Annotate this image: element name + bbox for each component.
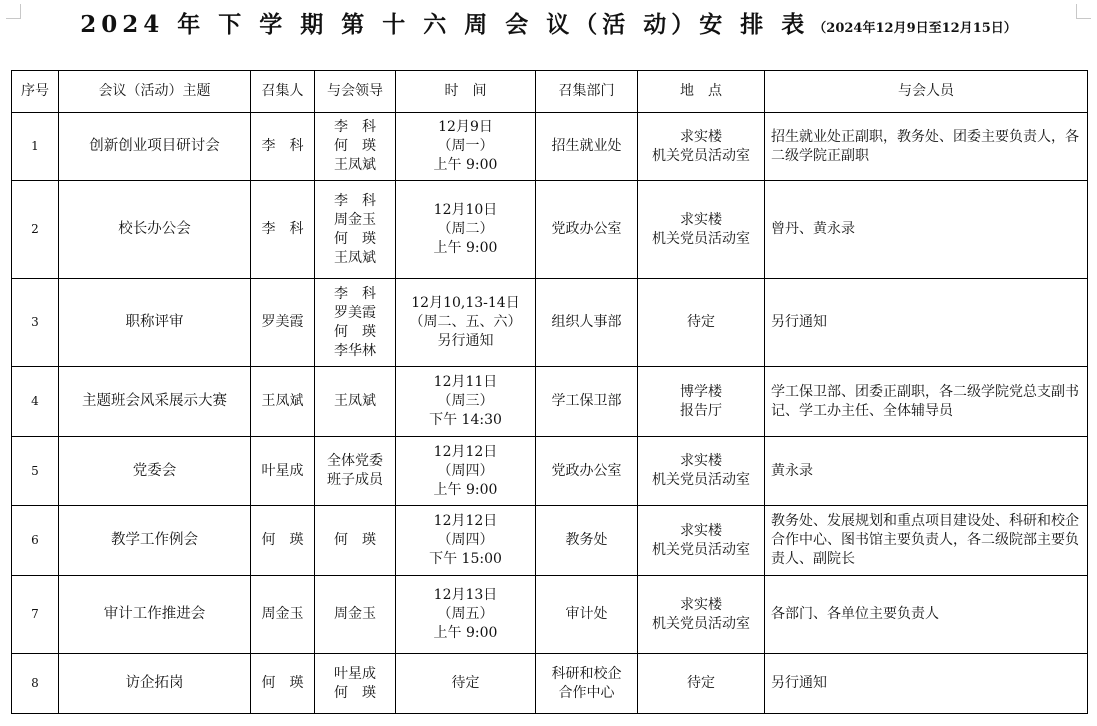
cell-leaders: 李 科 罗美霞 何 瑛 李华林 [315,279,396,367]
cell-location: 求实楼 机关党员活动室 [638,576,765,654]
cell-seq: 3 [12,279,59,367]
header-leaders: 与会领导 [315,71,396,113]
cell-time: 12月9日 （周一） 上午 9:00 [396,113,536,181]
cell-convener: 罗美霞 [251,279,315,367]
cell-attendees: 各部门、各单位主要负责人 [765,576,1088,654]
header-dept: 召集部门 [536,71,638,113]
cell-attendees: 曾丹、黄永录 [765,181,1088,279]
cell-time: 12月12日 （周四） 下午 15:00 [396,506,536,576]
cell-leaders: 李 科 何 瑛 王凤斌 [315,113,396,181]
cell-topic: 职称评审 [59,279,251,367]
cell-attendees: 黄永录 [765,437,1088,506]
cell-seq: 1 [12,113,59,181]
table-row [12,654,1088,714]
cell-attendees: 另行通知 [765,654,1088,714]
table-row [12,367,1088,437]
cell-convener: 叶星成 [251,437,315,506]
cell-topic: 校长办公会 [59,181,251,279]
cell-topic: 访企拓岗 [59,654,251,714]
cell-dept: 党政办公室 [536,181,638,279]
cell-location: 待定 [638,654,765,714]
cell-seq: 5 [12,437,59,506]
header-location: 地 点 [638,71,765,113]
table-row [12,279,1088,367]
cell-convener: 周金玉 [251,576,315,654]
cell-attendees: 另行通知 [765,279,1088,367]
cell-topic: 主题班会风采展示大赛 [59,367,251,437]
cell-time: 12月10,13-14日 （周二、五、六） 另行通知 [396,279,536,367]
cell-time: 12月13日 （周五） 上午 9:00 [396,576,536,654]
cell-convener: 李 科 [251,181,315,279]
cell-convener: 何 瑛 [251,506,315,576]
cell-seq: 2 [12,181,59,279]
table-row [12,181,1088,279]
cell-leaders: 叶星成 何 瑛 [315,654,396,714]
cell-leaders: 王凤斌 [315,367,396,437]
cell-seq: 6 [12,506,59,576]
cell-seq: 8 [12,654,59,714]
cell-dept: 招生就业处 [536,113,638,181]
cell-time: 12月10日 （周二） 上午 9:00 [396,181,536,279]
table-row [12,113,1088,181]
cell-time: 待定 [396,654,536,714]
header-seq: 序号 [12,71,59,113]
cell-dept: 学工保卫部 [536,367,638,437]
schedule-table [11,70,1088,714]
cell-leaders: 何 瑛 [315,506,396,576]
cell-location: 求实楼 机关党员活动室 [638,181,765,279]
table-row [12,576,1088,654]
header-convener: 召集人 [251,71,315,113]
cell-location: 待定 [638,279,765,367]
header-time: 时 间 [396,71,536,113]
title-row [0,6,1097,46]
cell-topic: 审计工作推进会 [59,576,251,654]
cell-time: 12月12日 （周四） 上午 9:00 [396,437,536,506]
table-row [12,437,1088,506]
table-row [12,506,1088,576]
cell-attendees: 招生就业处正副职，教务处、团委主要负责人，各二级学院正副职 [765,113,1088,181]
cell-convener: 王凤斌 [251,367,315,437]
cell-dept: 党政办公室 [536,437,638,506]
cell-location: 博学楼 报告厅 [638,367,765,437]
table-header-row [12,71,1088,113]
document-title: 2024 年 下 学 期 第 十 六 周 会 议（活 动）安 排 表 [80,11,810,38]
header-topic: 会议（活动）主题 [59,71,251,113]
cell-leaders: 全体党委 班子成员 [315,437,396,506]
cell-attendees: 教务处、发展规划和重点项目建设处、科研和校企合作中心、图书馆主要负责人，各二级院部主要负责人、副院长 [765,506,1088,576]
cell-topic: 教学工作例会 [59,506,251,576]
date-range-subtitle: （2024年12月9日至12月15日） [813,21,1017,36]
cell-seq: 4 [12,367,59,437]
header-attendees: 与会人员 [765,71,1088,113]
cell-dept: 教务处 [536,506,638,576]
cell-location: 求实楼 机关党员活动室 [638,113,765,181]
cell-dept: 科研和校企 合作中心 [536,654,638,714]
cell-leaders: 周金玉 [315,576,396,654]
cell-leaders: 李 科 周金玉 何 瑛 王凤斌 [315,181,396,279]
cell-seq: 7 [12,576,59,654]
cell-attendees: 学工保卫部、团委正副职，各二级学院党总支副书记、学工办主任、全体辅导员 [765,367,1088,437]
cell-dept: 审计处 [536,576,638,654]
cell-convener: 李 科 [251,113,315,181]
cell-location: 求实楼 机关党员活动室 [638,437,765,506]
cell-location: 求实楼 机关党员活动室 [638,506,765,576]
cell-dept: 组织人事部 [536,279,638,367]
cell-topic: 创新创业项目研讨会 [59,113,251,181]
cell-convener: 何 瑛 [251,654,315,714]
cell-time: 12月11日 （周三） 下午 14:30 [396,367,536,437]
cell-topic: 党委会 [59,437,251,506]
